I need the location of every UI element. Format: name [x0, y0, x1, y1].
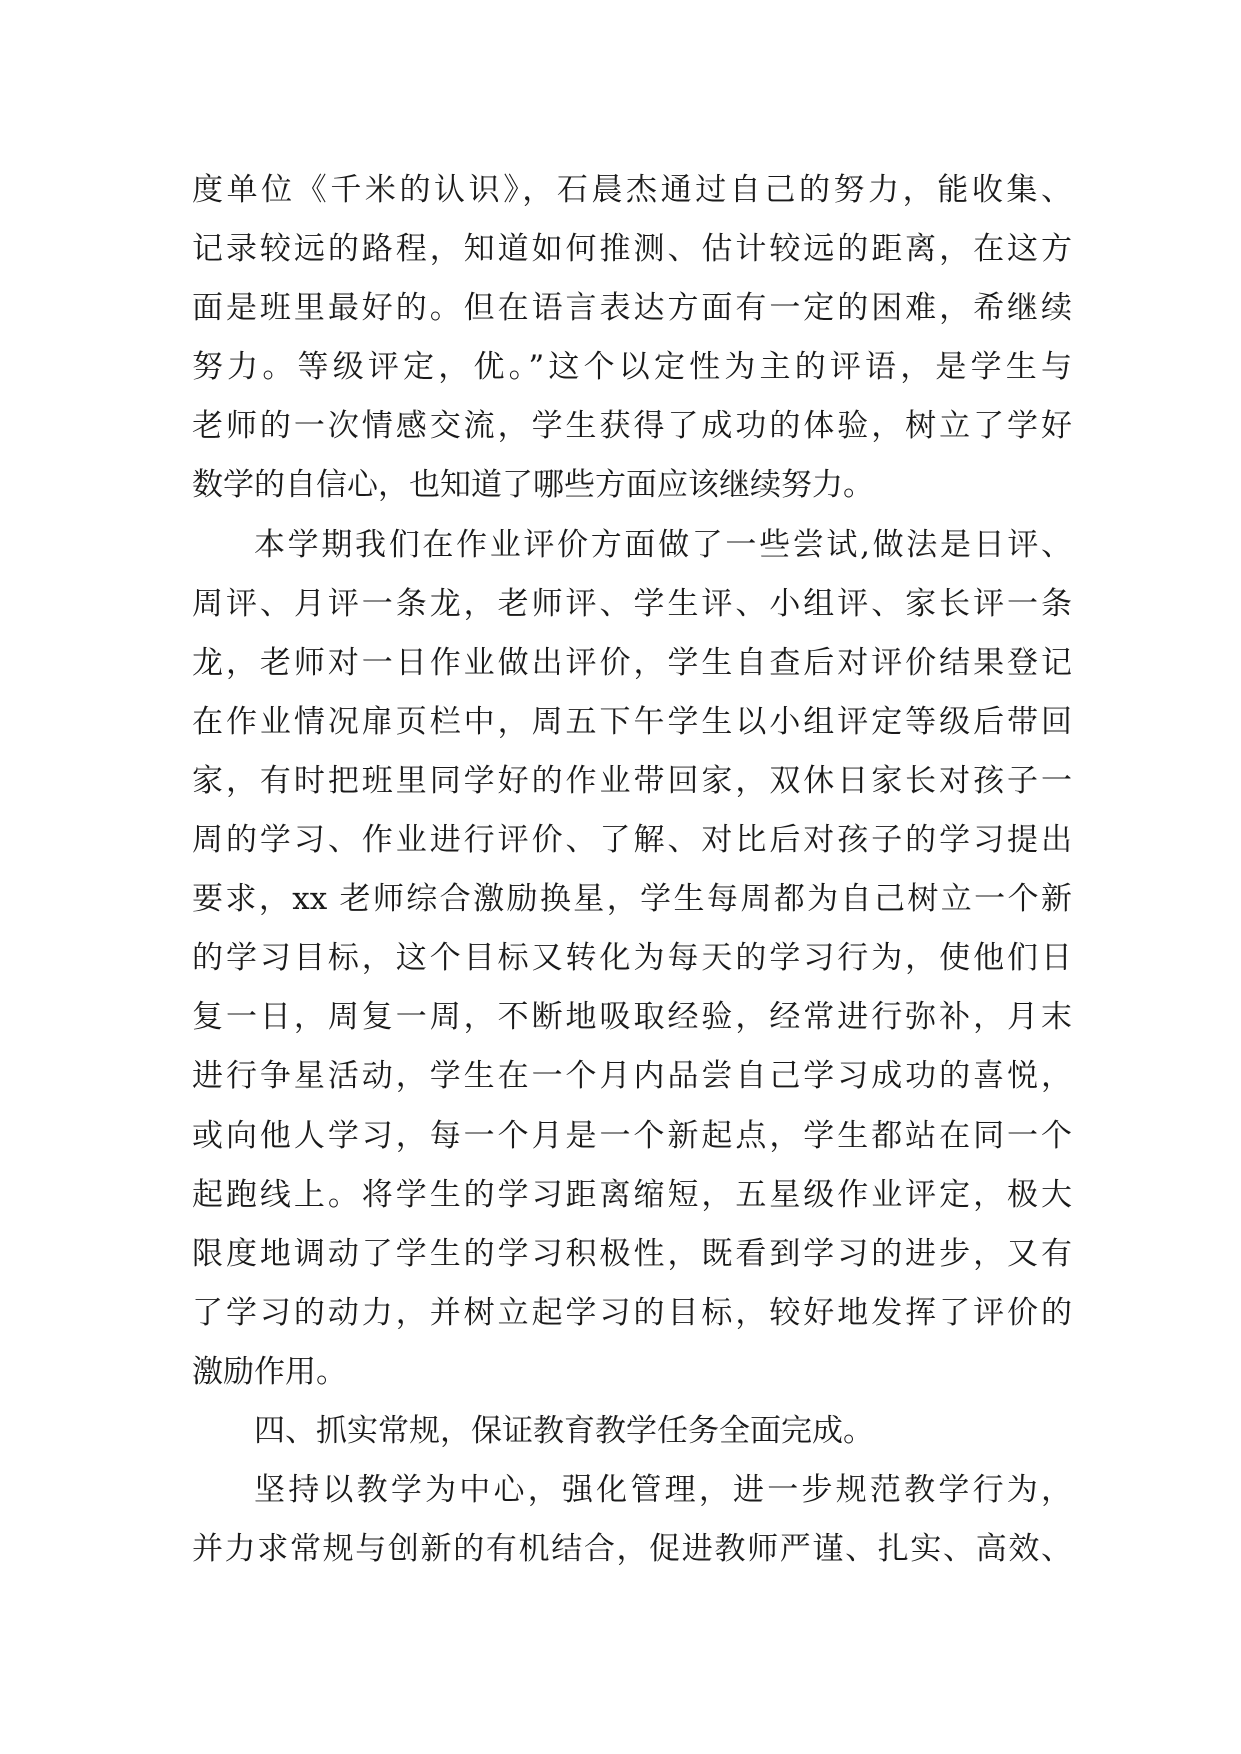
text-line: 起跑线上。将学生的学习距离缩短，五星级作业评定，极大	[192, 1176, 1072, 1213]
body-text	[192, 161, 1072, 1579]
text-line: 复一日，周复一周，不断地吸取经验，经常进行弥补，月末	[192, 999, 1072, 1036]
text-line: 要求，xx 老师综合激励换星，学生每周都为自己树立一个新	[192, 881, 1072, 918]
section-heading: 四、抓实常规，保证教育教学任务全面完成。	[254, 1412, 874, 1449]
text-line: 进行争星活动，学生在一个月内品尝自己学习成功的喜悦，	[192, 1058, 1072, 1095]
text-line: 激励作用。	[192, 1353, 347, 1390]
text-line: 的学习目标，这个目标又转化为每天的学习行为，使他们日	[192, 940, 1072, 977]
text-line: 数学的自信心，也知道了哪些方面应该继续努力。	[192, 467, 874, 504]
text-line: 了学习的动力，并树立起学习的目标，较好地发挥了评价的	[192, 1294, 1072, 1331]
text-line: 努力。等级评定，优。”这个以定性为主的评语，是学生与	[192, 349, 1072, 386]
text-line: 或向他人学习，每一个月是一个新起点，学生都站在同一个	[192, 1117, 1072, 1154]
text-line: 并力求常规与创新的有机结合，促进教师严谨、扎实、高效、	[192, 1531, 1072, 1568]
text-line: 面是班里最好的。但在语言表达方面有一定的困难，希继续	[192, 290, 1072, 327]
text-line: 家，有时把班里同学好的作业带回家，双休日家长对孩子一	[192, 762, 1072, 799]
text-line: 周的学习、作业进行评价、了解、对比后对孩子的学习提出	[192, 822, 1072, 859]
text-line: 度单位《千米的认识》，石晨杰通过自己的努力，能收集、	[192, 172, 1072, 208]
text-line: 记录较远的路程，知道如何推测、估计较远的距离，在这方	[192, 231, 1072, 268]
text-line: 龙，老师对一日作业做出评价，学生自查后对评价结果登记	[192, 644, 1072, 681]
text-line: 坚持以教学为中心，强化管理，进一步规范教学行为，	[254, 1472, 1072, 1509]
text-line: 限度地调动了学生的学习积极性，既看到学习的进步，又有	[192, 1235, 1072, 1272]
text-line: 在作业情况扉页栏中，周五下午学生以小组评定等级后带回	[192, 703, 1072, 740]
text-line: 本学期我们在作业评价方面做了一些尝试,做法是日评、	[254, 526, 1072, 563]
text-line: 周评、月评一条龙，老师评、学生评、小组评、家长评一条	[192, 585, 1072, 622]
text-line: 老师的一次情感交流，学生获得了成功的体验，树立了学好	[192, 408, 1072, 445]
